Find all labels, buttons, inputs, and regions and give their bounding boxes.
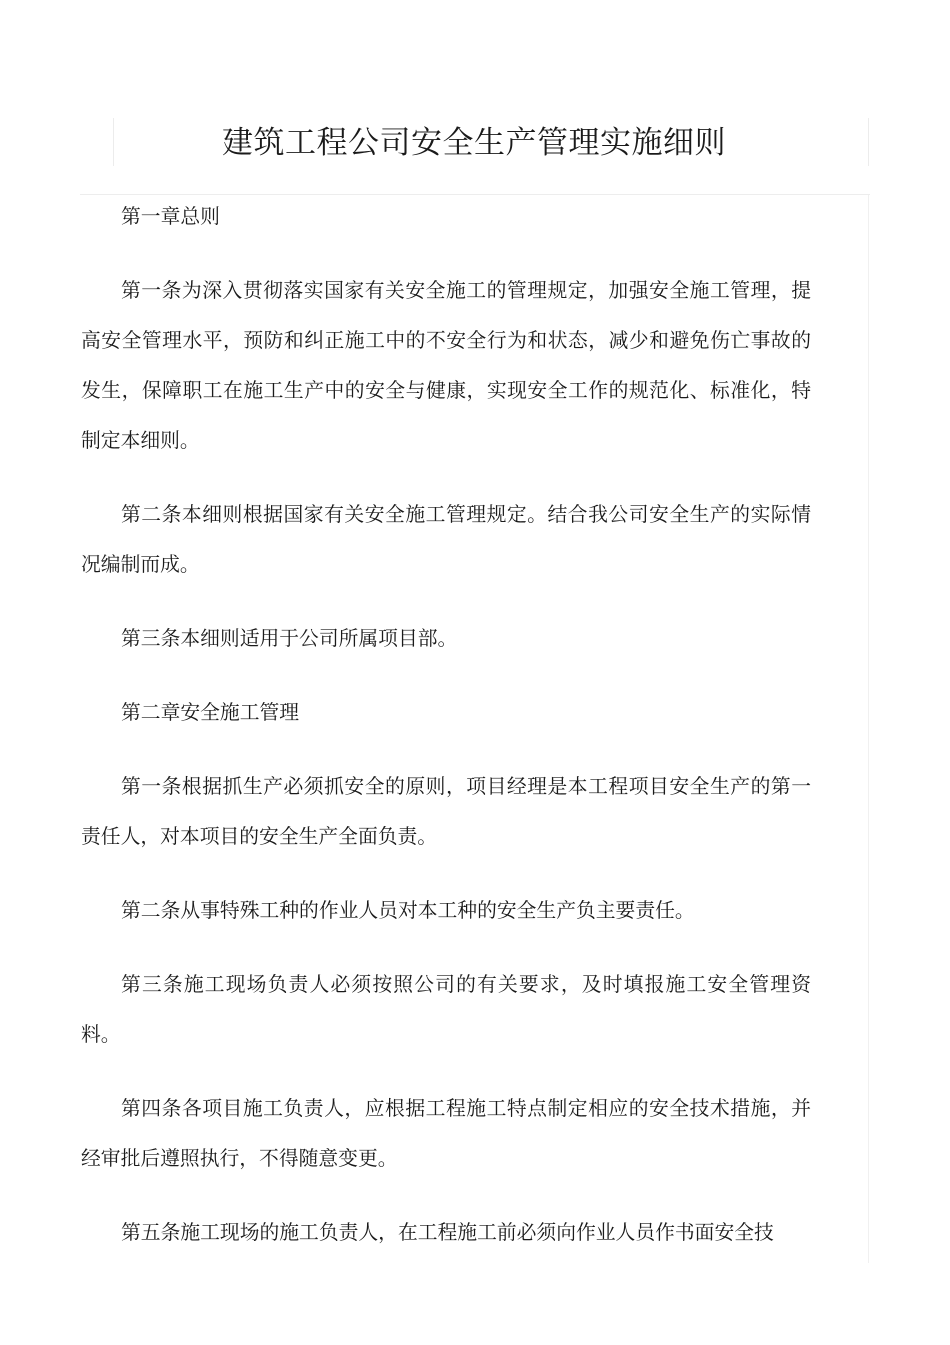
article-paragraph: 第一条根据抓生产必须抓安全的原则，项目经理是本工程项目安全生产的第一责任人，对本项目的安全生产全面负责。 <box>81 775 811 848</box>
article-paragraph: 第四条各项目施工负责人，应根据工程施工特点制定相应的安全技术措施，并经审批后遵照执行，不得随意变更。 <box>81 1097 811 1170</box>
article-paragraph: 第三条本细则适用于公司所属项目部。 <box>121 627 458 650</box>
document-title: 建筑工程公司安全生产管理实施细则 <box>222 125 726 161</box>
chapter-heading-2: 第二章安全施工管理 <box>121 701 300 724</box>
frame-line <box>868 195 869 1263</box>
article-paragraph: 第五条施工现场的施工负责人，在工程施工前必须向作业人员作书面安全技 <box>121 1221 774 1244</box>
frame-line <box>868 118 869 166</box>
article-paragraph: 第一条为深入贯彻落实国家有关安全施工的管理规定，加强安全施工管理，提高安全管理水平，预防和纠正施工中的不安全行为和状态，减少和避免伤亡事故的发生，保障职工在施工生产中的安全与健康，实现安全工作的规范化、标准化，特制定本细则。 <box>81 279 811 452</box>
document-body <box>81 192 811 1282</box>
article-paragraph: 第二条本细则根据国家有关安全施工管理规定。结合我公司安全生产的实际情况编制而成。 <box>81 503 811 576</box>
article-paragraph: 第二条从事特殊工种的作业人员对本工种的安全生产负主要责任。 <box>121 899 695 922</box>
chapter-heading-1: 第一章总则 <box>121 205 220 228</box>
article-paragraph: 第三条施工现场负责人必须按照公司的有关要求，及时填报施工安全管理资料。 <box>81 973 811 1046</box>
